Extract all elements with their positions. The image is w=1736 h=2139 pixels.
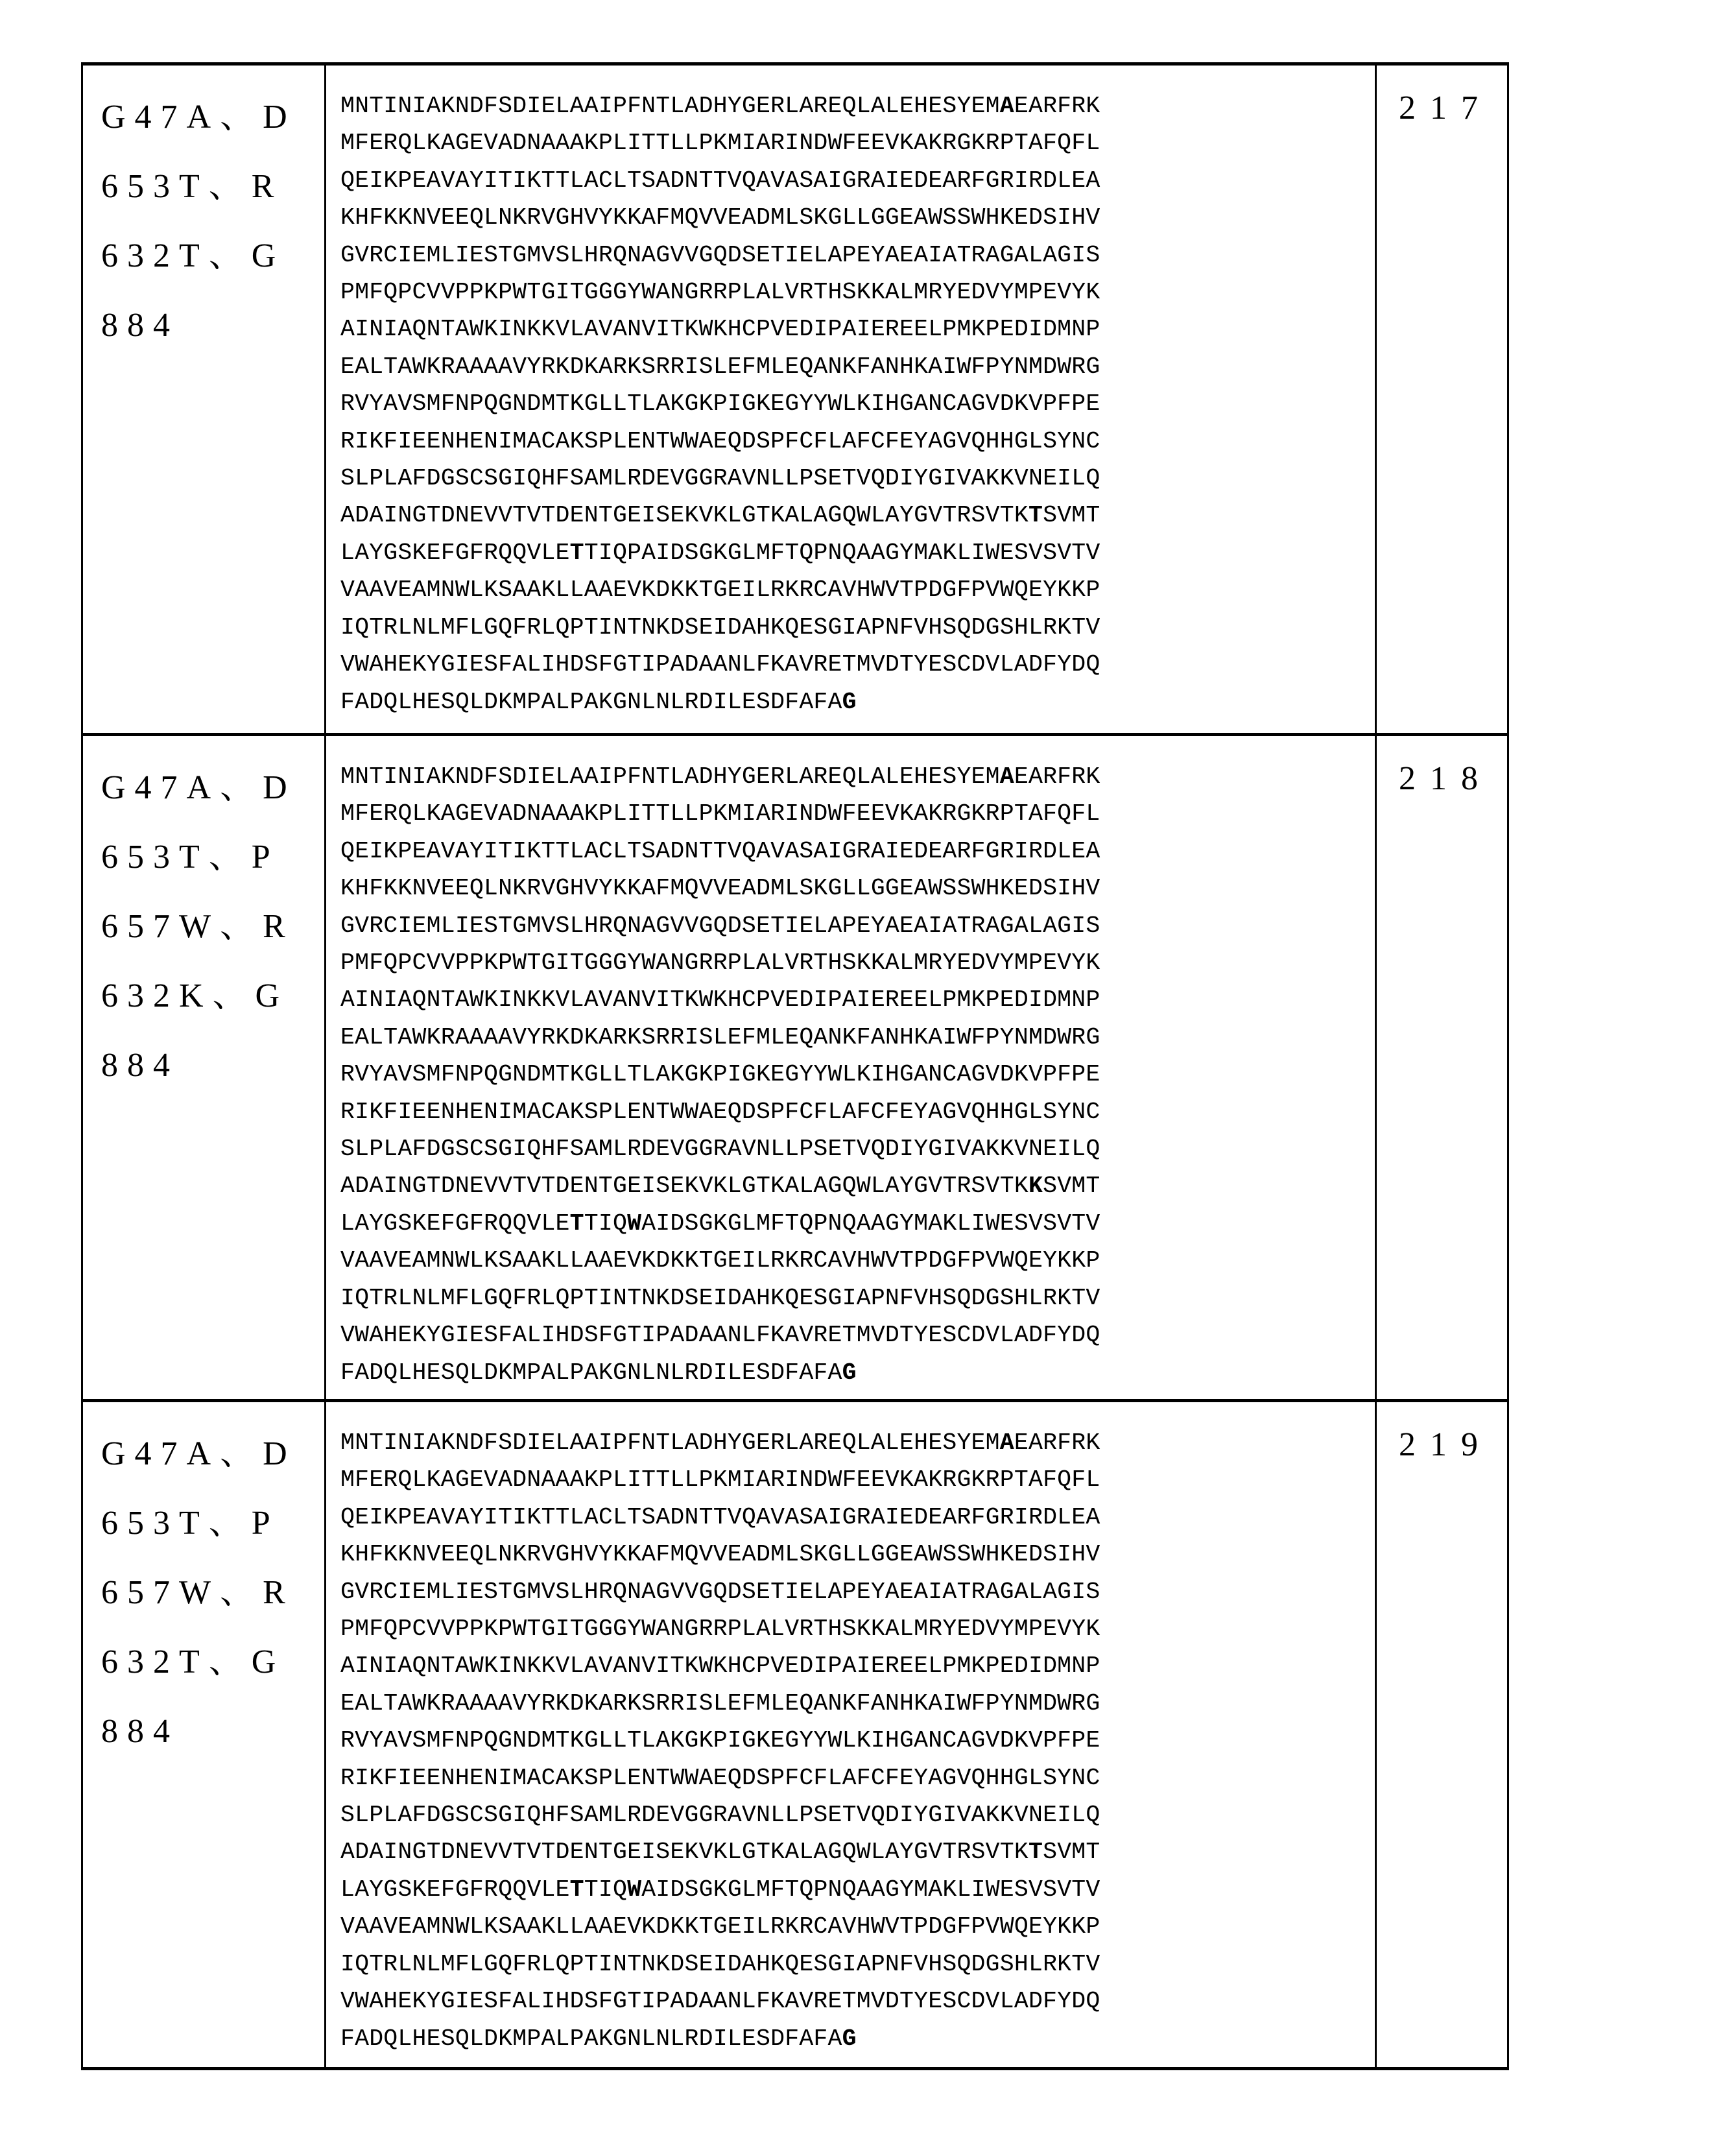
sequence-segment: SVMT	[1043, 502, 1100, 529]
sequence-line	[340, 1647, 1375, 1684]
sequence-line	[340, 1760, 1375, 1797]
sequence-cell	[326, 736, 1377, 1399]
sequence-segment: MNTINIAKNDFSDIELAAIPFNTLADHYGERLAREQLALEHESYEM	[340, 763, 1000, 790]
mutant-sequence-table	[81, 62, 1509, 2070]
sequence-segment: PMFQPCVVPPKPWTGITGGGYWANGRRPLALVRTHSKKALMRYEDVYMPEVYK	[340, 1616, 1100, 1643]
mutation-label-line: G47A、D	[101, 99, 296, 136]
sequence-segment: EALTAWKRAAAAVYRKDKARKSRRISLEFMLEQANKFANHKAIWFPYNMDWRG	[340, 1690, 1100, 1717]
sequence-segment: SLPLAFDGSCSGIQHFSAMLRDEVGGRAVNLLPSETVQDIYGIVAKKVNEILQ	[340, 1802, 1100, 1829]
sequence-line	[340, 1946, 1375, 1983]
sequence-line	[340, 1280, 1375, 1317]
sequence-segment: VAAVEAMNWLKSAAKLLAAEVKDKKTGEILRKRCAVHWVTPDGFPVWQEYKKP	[340, 1247, 1100, 1274]
mutated-residue: T	[569, 539, 584, 566]
sequence-line	[340, 460, 1375, 497]
sequence-line	[340, 1610, 1375, 1647]
sequence-segment: EALTAWKRAAAAVYRKDKARKSRRISLEFMLEQANKFANHKAIWFPYNMDWRG	[340, 1023, 1100, 1051]
sequence-segment: AINIAQNTAWKINKKVLAVANVITKWKHCPVEDIPAIEREELPMKPEDIDMNP	[340, 1653, 1100, 1680]
sequence-segment: QEIKPEAVAYITIKTTLACLTSADNTTVQAVASAIGRAIEDEARFGRIRDLEA	[340, 837, 1100, 865]
mutated-residue: W	[627, 1876, 642, 1903]
mutation-label-line: 632T、G	[101, 1643, 285, 1680]
sequence-segment: PMFQPCVVPPKPWTGITGGGYWANGRRPLALVRTHSKKALMRYEDVYMPEVYK	[340, 950, 1100, 977]
sequence-segment: VAAVEAMNWLKSAAKLLAAEVKDKKTGEILRKRCAVHWVTPDGFPVWQEYKKP	[340, 577, 1100, 604]
sequence-line	[340, 1019, 1375, 1056]
sequence-line	[340, 534, 1375, 571]
sequence-line	[340, 1908, 1375, 1945]
sequence-segment: ADAINGTDNEVVTVTDENTGEISEKVKLGTKALAGQWLAYGVTRSVTK	[340, 502, 1029, 529]
sequence-segment: LAYGSKEFGFRQQVLE	[340, 1210, 570, 1237]
mutated-residue: A	[999, 1429, 1014, 1456]
mutation-label-cell	[83, 66, 326, 733]
sequence-line	[340, 2020, 1375, 2057]
mutation-label-line: 884	[101, 307, 179, 344]
sequence-line	[340, 833, 1375, 870]
mutated-residue: G	[842, 688, 857, 715]
sequence-line	[340, 1983, 1375, 2020]
sequence-line	[340, 1167, 1375, 1204]
sequence-segment: PMFQPCVVPPKPWTGITGGGYWANGRRPLALVRTHSKKALMRYEDVYMPEVYK	[340, 279, 1100, 306]
sequence-segment: QEIKPEAVAYITIKTTLACLTSADNTTVQAVASAIGRAIEDEARFGRIRDLEA	[340, 167, 1100, 194]
sequence-line	[340, 1871, 1375, 1908]
sequence-segment: FADQLHESQLDKMPALPAKGNLNLRDILESDFAFA	[340, 2025, 842, 2052]
sequence-segment: MFERQLKAGEVADNAAAKPLITTLLPKMIARINDWFEEVKAKRGKRPTAFQFL	[340, 1466, 1100, 1494]
sequence-segment: SLPLAFDGSCSGIQHFSAMLRDEVGGRAVNLLPSETVQDIYGIVAKKVNEILQ	[340, 1136, 1100, 1163]
sequence-segment: GVRCIEMLIESTGMVSLHRQNAGVVGQDSETIELAPEYAEAIATRAGALAGIS	[340, 1578, 1100, 1605]
sequence-line	[340, 944, 1375, 981]
seq-id-number: 217	[1399, 90, 1492, 126]
sequence-segment: TIQ	[584, 1210, 628, 1237]
sequence-line	[340, 237, 1375, 274]
mutation-label-line: 653T、P	[101, 1505, 279, 1542]
sequence-line	[340, 348, 1375, 385]
sequence-line	[340, 311, 1375, 348]
sequence-segment: SLPLAFDGSCSGIQHFSAMLRDEVGGRAVNLLPSETVQDIYGIVAKKVNEILQ	[340, 465, 1100, 492]
sequence-line	[340, 1834, 1375, 1870]
sequence-segment: AINIAQNTAWKINKKVLAVANVITKWKHCPVEDIPAIEREELPMKPEDIDMNP	[340, 316, 1100, 343]
sequence-segment: RVYAVSMFNPQGNDMTKGLLTLAKGKPIGKEGYYWLKIHGANCAGVDKVPFPE	[340, 1061, 1100, 1088]
sequence-segment: EARFRK	[1014, 1429, 1100, 1456]
mutated-residue: G	[842, 2025, 857, 2052]
mutated-residue: T	[569, 1210, 584, 1237]
sequence-segment: MFERQLKAGEVADNAAAKPLITTLLPKMIARINDWFEEVKAKRGKRPTAFQFL	[340, 130, 1100, 157]
sequence-segment: AIDSGKGLMFTQPNQAAGYMAKLIWESVSVTV	[641, 1876, 1100, 1903]
mutation-label-line: 653T、P	[101, 839, 279, 876]
sequence-line	[340, 423, 1375, 460]
mutation-label-line: 653T、R	[101, 168, 283, 205]
table-row	[83, 1402, 1507, 2067]
sequence-cell	[326, 1402, 1377, 2067]
mutated-residue: T	[569, 1876, 584, 1903]
sequence-segment: VWAHEKYGIESFALIHDSFGTIPADAANLFKAVRETMVDTYESCDVLADFYDQ	[340, 651, 1100, 678]
sequence-line	[340, 907, 1375, 944]
mutated-residue: T	[1028, 1839, 1043, 1866]
sequence-segment: ADAINGTDNEVVTVTDENTGEISEKVKLGTKALAGQWLAYGVTRSVTK	[340, 1839, 1029, 1866]
seq-id-number: 218	[1399, 760, 1492, 797]
sequence-line	[340, 646, 1375, 683]
mutation-label-line: G47A、D	[101, 769, 296, 806]
mutation-label-cell	[83, 1402, 326, 2067]
sequence-line	[340, 1205, 1375, 1242]
sequence-segment: VWAHEKYGIESFALIHDSFGTIPADAANLFKAVRETMVDTYESCDVLADFYDQ	[340, 1322, 1100, 1349]
sequence-line	[340, 385, 1375, 422]
sequence-segment: KHFKKNVEEQLNKRVGHVYKKAFMQVVEADMLSKGLLGGEAWSSWHKEDSIHV	[340, 1541, 1100, 1568]
sequence-segment: ADAINGTDNEVVTVTDENTGEISEKVKLGTKALAGQWLAYGVTRSVTK	[340, 1173, 1029, 1200]
mutated-residue: W	[627, 1210, 642, 1237]
sequence-segment: IQTRLNLMFLGQFRLQPTINTNKDSEIDAHKQESGIAPNFVHSQDGSHLRKTV	[340, 1950, 1100, 1978]
sequence-line	[340, 1499, 1375, 1536]
mutated-residue: K	[1028, 1173, 1043, 1200]
sequence-line	[340, 1093, 1375, 1130]
sequence-segment: VAAVEAMNWLKSAAKLLAAEVKDKKTGEILRKRCAVHWVTPDGFPVWQEYKKP	[340, 1913, 1100, 1941]
sequence-segment: SVMT	[1043, 1173, 1100, 1200]
seq-id-cell	[1377, 66, 1507, 733]
sequence-segment: EARFRK	[1014, 763, 1100, 790]
mutated-residue: A	[999, 93, 1014, 119]
sequence-line	[340, 795, 1375, 832]
sequence-line	[340, 981, 1375, 1018]
sequence-line	[340, 1424, 1375, 1461]
sequence-segment: RIKFIEENHENIMACAKSPLENTWWAEQDSPFCFLAFCFEYAGVQHHGLSYNC	[340, 1764, 1100, 1791]
sequence-segment: RIKFIEENHENIMACAKSPLENTWWAEQDSPFCFLAFCFEYAGVQHHGLSYNC	[340, 427, 1100, 455]
mutated-residue: A	[999, 763, 1014, 790]
sequence-line	[340, 1130, 1375, 1167]
sequence-segment: TIQPAIDSGKGLMFTQPNQAAGYMAKLIWESVSVTV	[584, 539, 1100, 566]
sequence-line	[340, 88, 1375, 125]
mutation-label-line: G47A、D	[101, 1435, 296, 1472]
sequence-segment: RVYAVSMFNPQGNDMTKGLLTLAKGKPIGKEGYYWLKIHGANCAGVDKVPFPE	[340, 1727, 1100, 1754]
sequence-line	[340, 684, 1375, 721]
sequence-segment: KHFKKNVEEQLNKRVGHVYKKAFMQVVEADMLSKGLLGGEAWSSWHKEDSIHV	[340, 875, 1100, 902]
sequence-segment: MNTINIAKNDFSDIELAAIPFNTLADHYGERLAREQLALEHESYEM	[340, 1429, 1000, 1456]
sequence-line	[340, 1354, 1375, 1391]
table-row	[83, 66, 1507, 736]
sequence-segment: MNTINIAKNDFSDIELAAIPFNTLADHYGERLAREQLALEHESYEM	[340, 93, 1000, 119]
sequence-line	[340, 1536, 1375, 1573]
sequence-line	[340, 199, 1375, 236]
mutation-label-line: 657W、R	[101, 908, 294, 945]
sequence-line	[340, 758, 1375, 795]
table-row	[83, 736, 1507, 1402]
sequence-line	[340, 162, 1375, 199]
sequence-line	[340, 1056, 1375, 1093]
sequence-line	[340, 497, 1375, 534]
sequence-line	[340, 1317, 1375, 1354]
mutation-label-line: 884	[101, 1047, 179, 1084]
sequence-line	[340, 609, 1375, 646]
sequence-line	[340, 1461, 1375, 1498]
seq-id-cell	[1377, 736, 1507, 1399]
sequence-segment: IQTRLNLMFLGQFRLQPTINTNKDSEIDAHKQESGIAPNFVHSQDGSHLRKTV	[340, 1284, 1100, 1311]
sequence-line	[340, 1722, 1375, 1759]
seq-id-cell	[1377, 1402, 1507, 2067]
sequence-segment: LAYGSKEFGFRQQVLE	[340, 1876, 570, 1903]
sequence-line	[340, 125, 1375, 161]
sequence-segment: FADQLHESQLDKMPALPAKGNLNLRDILESDFAFA	[340, 688, 842, 715]
sequence-segment: GVRCIEMLIESTGMVSLHRQNAGVVGQDSETIELAPEYAEAIATRAGALAGIS	[340, 241, 1100, 269]
mutation-label-line: 657W、R	[101, 1574, 294, 1611]
sequence-line	[340, 1797, 1375, 1834]
sequence-segment: KHFKKNVEEQLNKRVGHVYKKAFMQVVEADMLSKGLLGGEAWSSWHKEDSIHV	[340, 204, 1100, 232]
sequence-line	[340, 1242, 1375, 1279]
mutated-residue: G	[842, 1359, 857, 1386]
sequence-segment: AIDSGKGLMFTQPNQAAGYMAKLIWESVSVTV	[641, 1210, 1100, 1237]
sequence-line	[340, 1685, 1375, 1722]
seq-id-number: 219	[1399, 1426, 1492, 1463]
sequence-line	[340, 1573, 1375, 1610]
sequence-segment: EALTAWKRAAAAVYRKDKARKSRRISLEFMLEQANKFANHKAIWFPYNMDWRG	[340, 353, 1100, 380]
sequence-segment: EARFRK	[1014, 93, 1100, 119]
sequence-segment: VWAHEKYGIESFALIHDSFGTIPADAANLFKAVRETMVDTYESCDVLADFYDQ	[340, 1988, 1100, 2015]
mutation-label-cell	[83, 736, 326, 1399]
sequence-segment: AINIAQNTAWKINKKVLAVANVITKWKHCPVEDIPAIEREELPMKPEDIDMNP	[340, 986, 1100, 1014]
sequence-segment: RVYAVSMFNPQGNDMTKGLLTLAKGKPIGKEGYYWLKIHGANCAGVDKVPFPE	[340, 390, 1100, 418]
sequence-segment: SVMT	[1043, 1839, 1100, 1866]
sequence-cell	[326, 66, 1377, 733]
sequence-segment: LAYGSKEFGFRQQVLE	[340, 539, 570, 566]
sequence-line	[340, 870, 1375, 907]
mutated-residue: T	[1028, 502, 1043, 529]
mutation-label-line: 884	[101, 1713, 179, 1750]
sequence-segment: TIQ	[584, 1876, 628, 1903]
sequence-segment: QEIKPEAVAYITIKTTLACLTSADNTTVQAVASAIGRAIEDEARFGRIRDLEA	[340, 1503, 1100, 1531]
sequence-segment: IQTRLNLMFLGQFRLQPTINTNKDSEIDAHKQESGIAPNFVHSQDGSHLRKTV	[340, 614, 1100, 641]
mutation-label-line: 632T、G	[101, 237, 285, 274]
sequence-segment: GVRCIEMLIESTGMVSLHRQNAGVVGQDSETIELAPEYAEAIATRAGALAGIS	[340, 912, 1100, 939]
sequence-segment: RIKFIEENHENIMACAKSPLENTWWAEQDSPFCFLAFCFEYAGVQHHGLSYNC	[340, 1098, 1100, 1125]
mutation-label-line: 632K、G	[101, 977, 289, 1014]
sequence-segment: FADQLHESQLDKMPALPAKGNLNLRDILESDFAFA	[340, 1359, 842, 1386]
sequence-segment: MFERQLKAGEVADNAAAKPLITTLLPKMIARINDWFEEVKAKRGKRPTAFQFL	[340, 800, 1100, 828]
sequence-line	[340, 274, 1375, 311]
sequence-line	[340, 571, 1375, 608]
